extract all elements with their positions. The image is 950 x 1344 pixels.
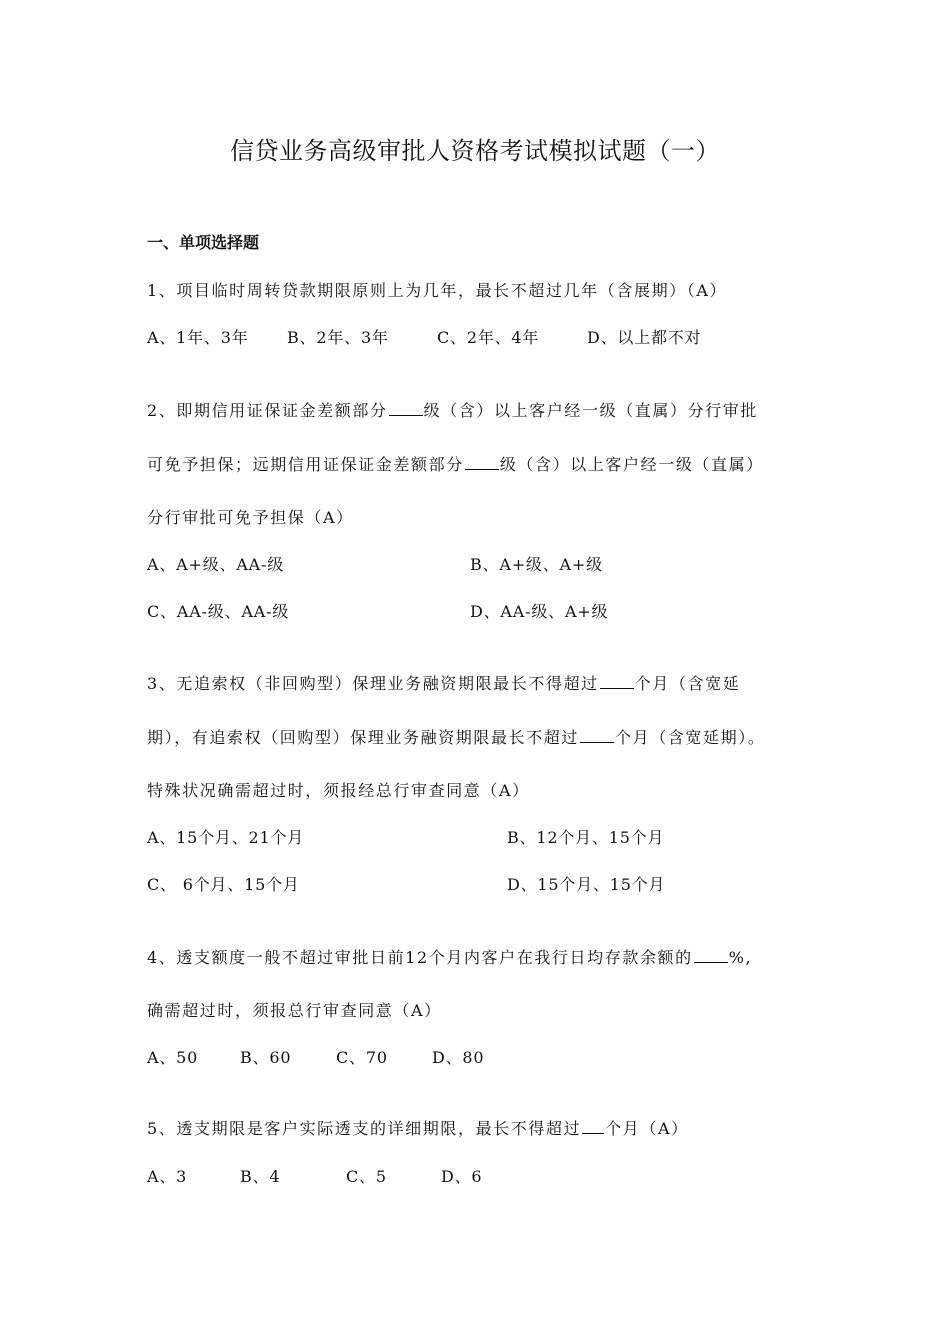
question-4-line-2: 确需超过时，须报总行审查同意（A） — [147, 1001, 442, 1020]
question-2-line-1-end: 级（含）以上客户经一级（直属）分行审批 — [423, 401, 758, 420]
question-2-option-a: A、A+级、AA-级 — [147, 555, 285, 574]
answer-blank — [582, 1117, 604, 1134]
question-1-text: 1、项目临时周转贷款期限原则上为几年，最长不超过几年（含展期）（A） — [147, 281, 728, 300]
question-3-line-3: 特殊状况确需超过时，须报经总行审查同意（A） — [147, 781, 530, 800]
answer-blank — [580, 726, 614, 743]
question-3-option-a: A、15个月、21个月 — [147, 828, 305, 847]
question-4-option-d: D、80 — [432, 1048, 485, 1067]
question-3-line-2-start: 期），有追索权（回购型）保理业务融资期限最长不超过 — [147, 728, 580, 747]
question-1-option-c: C、2年、4年 — [437, 328, 540, 347]
question-1-option-d: D、以上都不对 — [587, 328, 702, 347]
question-3-line-2 — [147, 725, 765, 748]
question-2-line-2 — [147, 452, 764, 475]
page-title: 信贷业务高级审批人资格考试模拟试题（一） — [230, 137, 720, 165]
question-2-line-1-start: 2、即期信用证保证金差额部分 — [147, 401, 388, 420]
question-1-option-b: B、2年、3年 — [287, 328, 389, 347]
question-5-option-b: B、4 — [240, 1167, 281, 1186]
question-2-line-1 — [147, 398, 758, 421]
question-3-line-2-end: 个月（含宽延期）。 — [615, 728, 766, 747]
question-4-line-1-start: 4、透支额度一般不超过审批日前12个月内客户在我行日均存款余额的 — [147, 948, 693, 967]
question-3-option-b: B、12个月、15个月 — [507, 828, 665, 847]
question-5-option-a: A、3 — [147, 1167, 188, 1186]
answer-blank — [600, 672, 634, 689]
question-5-line-1-start: 5、透支期限是客户实际透支的详细期限，最长不得超过 — [147, 1119, 582, 1138]
question-2-option-c: C、AA-级、AA-级 — [147, 602, 290, 621]
section-heading: 一、单项选择题 — [147, 233, 260, 252]
question-4-option-b: B、60 — [240, 1048, 292, 1067]
question-4-option-a: A、50 — [147, 1048, 199, 1067]
question-1-option-a: A、1年、3年 — [147, 328, 249, 347]
question-3-line-1 — [147, 671, 740, 694]
question-4-option-c: C、70 — [336, 1048, 388, 1067]
question-3-option-c: C、 6个月、15个月 — [147, 875, 300, 894]
question-5-option-c: C、5 — [346, 1167, 387, 1186]
question-2-line-2-start: 可免予担保；远期信用证保证金差额部分 — [147, 455, 464, 474]
question-3-option-d: D、15个月、15个月 — [507, 875, 666, 894]
question-4-line-1-end: %, — [728, 948, 753, 967]
question-2-line-2-end: 级（含）以上客户经一级（直属） — [499, 455, 764, 474]
question-5-option-d: D、6 — [441, 1167, 483, 1186]
answer-blank — [694, 946, 728, 963]
question-2-option-d: D、AA-级、A+级 — [470, 602, 609, 621]
question-3-line-1-end: 个月（含宽延 — [634, 674, 741, 693]
question-3-line-1-start: 3、无追索权（非回购型）保理业务融资期限最长不得超过 — [147, 674, 599, 693]
question-2-line-3: 分行审批可免予担保（A） — [147, 508, 354, 527]
question-5-line-1 — [147, 1116, 689, 1139]
question-4-line-1 — [147, 945, 752, 968]
answer-blank — [389, 399, 423, 416]
question-2-option-b: B、A+级、A+级 — [470, 555, 603, 574]
question-5-line-1-end: 个月（A） — [605, 1119, 689, 1138]
answer-blank — [465, 453, 499, 470]
